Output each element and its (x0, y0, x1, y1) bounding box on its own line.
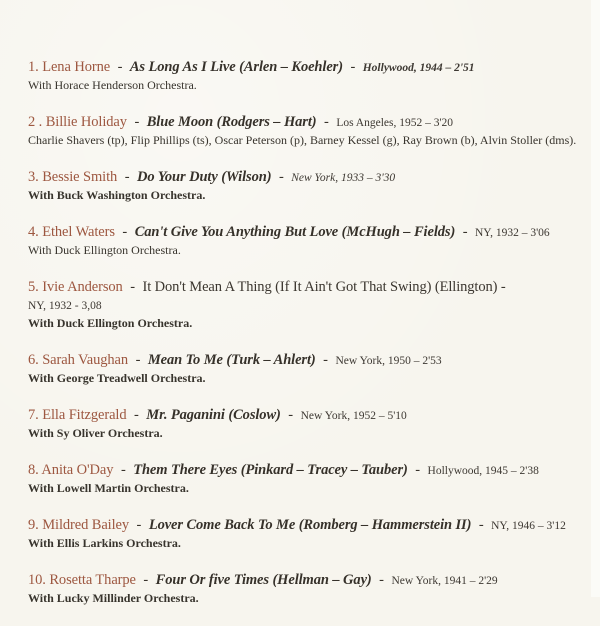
recording-info: New York, 1950 – 2'53 (335, 355, 442, 367)
separator: - (136, 517, 142, 533)
separator: - (288, 407, 294, 423)
artist-name: Ethel Waters (42, 224, 115, 240)
separator: - (323, 352, 328, 368)
artist-name: Rosetta Tharpe (49, 572, 136, 588)
track-number: 2 . (28, 114, 43, 130)
recording-info: NY, 1946 – 3'12 (491, 520, 566, 532)
track-row (28, 571, 584, 606)
track-list (28, 58, 584, 626)
track-number: 1. (28, 59, 39, 75)
track-row (28, 58, 584, 93)
track-number: 7. (28, 407, 39, 423)
orchestra-credit: With Duck Ellington Orchestra. (28, 243, 181, 257)
separator: - (415, 462, 420, 478)
separator: - (379, 572, 384, 588)
track-number: 4. (28, 224, 39, 240)
orchestra-credit: With Lucky Millinder Orchestra. (28, 591, 199, 605)
separator: - (130, 279, 135, 295)
recording-info: New York, 1952 – 5'10 (300, 410, 407, 422)
artist-name: Bessie Smith (42, 169, 118, 185)
recording-info: NY, 1932 - 3,08 (28, 300, 102, 312)
track-header-line (28, 58, 584, 77)
artist-name: Ivie Anderson (42, 279, 123, 295)
separator: - (350, 59, 356, 75)
track-number: 8. (28, 462, 39, 478)
track-header-line (28, 571, 584, 590)
track-header-line (28, 168, 584, 187)
track-title: Lover Come Back To Me (Romberg – Hammerstein II) (148, 517, 472, 533)
track-title: It Don't Mean A Thing (If It Ain't Got That Swing) (Ellington) - (142, 279, 506, 295)
separator: - (135, 352, 141, 368)
track-number: 10. (28, 572, 46, 588)
recording-info: New York, 1941 – 2'29 (391, 575, 498, 587)
separator: - (117, 59, 123, 75)
orchestra-credit: With Lowell Martin Orchestra. (28, 481, 189, 495)
orchestra-credit: Charlie Shavers (tp), Flip Phillips (ts), Oscar Peterson (p), Barney Kessel (g), Ray Brown (b), Alvin Stoller (dms). (28, 133, 577, 147)
track-header-line (28, 278, 584, 315)
artist-name: Anita O'Day (41, 462, 114, 478)
separator: - (134, 114, 140, 130)
track-title: As Long As I Live (Arlen – Koehler) (129, 59, 343, 75)
artist-name: Billie Holiday (45, 114, 127, 130)
track-row (28, 406, 584, 441)
scan-edge-highlight (591, 0, 600, 597)
track-title: Four Or five Times (Hellman – Gay) (155, 572, 372, 588)
separator: - (478, 517, 484, 533)
recording-info: Hollywood, 1945 – 2'38 (427, 465, 539, 477)
track-row (28, 113, 584, 148)
track-header-line (28, 351, 584, 370)
separator: - (124, 169, 130, 185)
artist-name: Ella Fitzgerald (42, 407, 127, 423)
separator: - (462, 224, 468, 240)
track-row (28, 516, 584, 551)
orchestra-credit: With Sy Oliver Orchestra. (28, 426, 163, 440)
track-title: Blue Moon (Rodgers – Hart) (146, 114, 317, 130)
track-number: 9. (28, 517, 39, 533)
track-header-line (28, 223, 584, 242)
track-row (28, 351, 584, 386)
orchestra-credit: With Duck Ellington Orchestra. (28, 316, 193, 330)
orchestra-credit: With Horace Henderson Orchestra. (28, 78, 197, 92)
track-title: Can't Give You Anything But Love (McHugh – Fields) (134, 224, 456, 240)
track-header-line (28, 113, 584, 132)
track-title: Mean To Me (Turk – Ahlert) (147, 352, 316, 368)
recording-info: Los Angeles, 1952 – 3'20 (336, 117, 454, 129)
track-number: 6. (28, 352, 39, 368)
separator: - (143, 572, 149, 588)
recording-info: New York, 1933 – 3'30 (291, 172, 396, 184)
orchestra-credit: With Ellis Larkins Orchestra. (28, 536, 181, 550)
track-header-line (28, 461, 584, 480)
recording-info: Hollywood, 1944 – 2'51 (362, 62, 475, 74)
artist-name: Lena Horne (42, 59, 111, 75)
separator: - (278, 169, 284, 185)
separator: - (134, 407, 139, 423)
separator: - (120, 462, 126, 478)
artist-name: Mildred Bailey (42, 517, 130, 533)
separator: - (324, 114, 329, 130)
track-title: Mr. Paganini (Coslow) (146, 407, 281, 423)
track-number: 5. (28, 279, 39, 295)
track-header-line (28, 406, 584, 425)
track-number: 3. (28, 169, 39, 185)
separator: - (122, 224, 128, 240)
artist-name: Sarah Vaughan (42, 352, 129, 368)
track-header-line (28, 516, 584, 535)
track-row (28, 168, 584, 203)
track-row (28, 461, 584, 496)
track-row (28, 223, 584, 258)
track-row (28, 278, 584, 331)
recording-info: NY, 1932 – 3'06 (474, 227, 550, 239)
orchestra-credit: With George Treadwell Orchestra. (28, 371, 206, 385)
orchestra-credit: With Buck Washington Orchestra. (28, 188, 206, 202)
track-title: Do Your Duty (Wilson) (136, 169, 272, 185)
track-title: Them There Eyes (Pinkard – Tracey – Tauber) (133, 462, 408, 478)
